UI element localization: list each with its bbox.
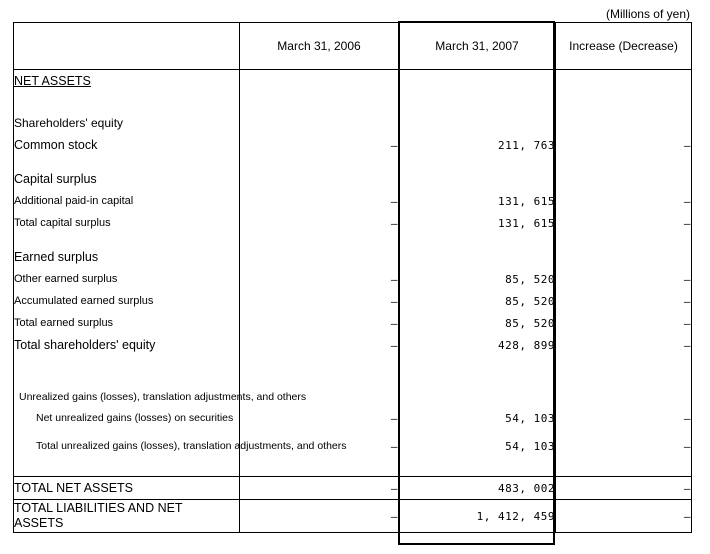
value-2006: – <box>240 334 399 356</box>
value-diff: – <box>556 432 692 460</box>
header-2007: March 31, 2007 <box>399 23 556 70</box>
value-2007: 131, 615 <box>399 212 556 234</box>
value-2006: – <box>240 432 399 460</box>
header-label <box>14 23 240 70</box>
value-diff: – <box>556 312 692 334</box>
value-2007 <box>399 376 556 404</box>
value-2006 <box>240 112 399 134</box>
table-row <box>14 246 692 268</box>
value-2006 <box>240 168 399 190</box>
value-2007: 483, 002 <box>399 477 556 500</box>
row-label: Total capital surplus <box>14 212 240 234</box>
value-2007: 54, 103 <box>399 432 556 460</box>
balance-sheet-table <box>13 22 692 533</box>
value-2006: – <box>240 404 399 432</box>
table-row <box>14 290 692 312</box>
value-2007: 131, 615 <box>399 190 556 212</box>
table-row <box>14 432 692 460</box>
value-diff: – <box>556 334 692 356</box>
value-2007: 85, 520 <box>399 290 556 312</box>
value-2007 <box>399 246 556 268</box>
value-2006: – <box>240 212 399 234</box>
table-row <box>14 112 692 134</box>
value-2006: – <box>240 290 399 312</box>
value-2006: – <box>240 477 399 500</box>
value-diff: – <box>556 212 692 234</box>
value-diff: – <box>556 290 692 312</box>
row-label: Total earned surplus <box>14 312 240 334</box>
row-label: Accumulated earned surplus <box>14 290 240 312</box>
value-2006: – <box>240 312 399 334</box>
value-diff <box>556 70 692 93</box>
value-2007: 85, 520 <box>399 268 556 290</box>
value-2006 <box>240 70 399 93</box>
value-diff <box>556 168 692 190</box>
table-row <box>14 376 692 404</box>
row-label: Unrealized gains (losses), translation adjustments, and others <box>14 376 240 404</box>
value-2006: – <box>240 268 399 290</box>
row-label: Common stock <box>14 134 240 156</box>
row-label: Total shareholders' equity <box>14 334 240 356</box>
row-label: NET ASSETS <box>14 70 240 93</box>
value-2007: 54, 103 <box>399 404 556 432</box>
value-2006: – <box>240 500 399 533</box>
value-2006 <box>240 246 399 268</box>
table-row <box>14 334 692 356</box>
value-diff <box>556 112 692 134</box>
value-diff <box>556 246 692 268</box>
table-row <box>14 190 692 212</box>
unit-note: (Millions of yen) <box>605 7 690 21</box>
value-2007 <box>399 168 556 190</box>
row-label: Earned surplus <box>14 246 240 268</box>
value-2007 <box>399 112 556 134</box>
row-label: Other earned surplus <box>14 268 240 290</box>
row-label: TOTAL LIABILITIES AND NET ASSETS <box>14 500 240 533</box>
table-row <box>14 500 692 533</box>
table-row <box>14 168 692 190</box>
value-diff: – <box>556 268 692 290</box>
value-2006: – <box>240 190 399 212</box>
value-diff <box>556 376 692 404</box>
table-row <box>14 312 692 334</box>
table-row <box>14 134 692 156</box>
value-diff: – <box>556 404 692 432</box>
header-row <box>14 23 692 70</box>
row-label: Additional paid-in capital <box>14 190 240 212</box>
value-diff: – <box>556 134 692 156</box>
row-label: TOTAL NET ASSETS <box>14 477 240 500</box>
row-label: Total unrealized gains (losses), translation adjustments, and others <box>14 432 240 460</box>
value-2007 <box>399 70 556 93</box>
value-2007: 428, 899 <box>399 334 556 356</box>
value-2006: – <box>240 134 399 156</box>
header-diff: Increase (Decrease) <box>556 23 692 70</box>
value-diff: – <box>556 500 692 533</box>
row-label: Net unrealized gains (losses) on securities <box>14 404 240 432</box>
table-row <box>14 477 692 500</box>
value-2007: 85, 520 <box>399 312 556 334</box>
table-row <box>14 404 692 432</box>
value-diff: – <box>556 477 692 500</box>
value-2007: 211, 763 <box>399 134 556 156</box>
value-2007: 1, 412, 459 <box>399 500 556 533</box>
table-row <box>14 212 692 234</box>
table-row <box>14 268 692 290</box>
row-label: Shareholders' equity <box>14 112 240 134</box>
value-diff: – <box>556 190 692 212</box>
header-2006: March 31, 2006 <box>240 23 399 70</box>
row-label: Capital surplus <box>14 168 240 190</box>
table-row <box>14 70 692 93</box>
